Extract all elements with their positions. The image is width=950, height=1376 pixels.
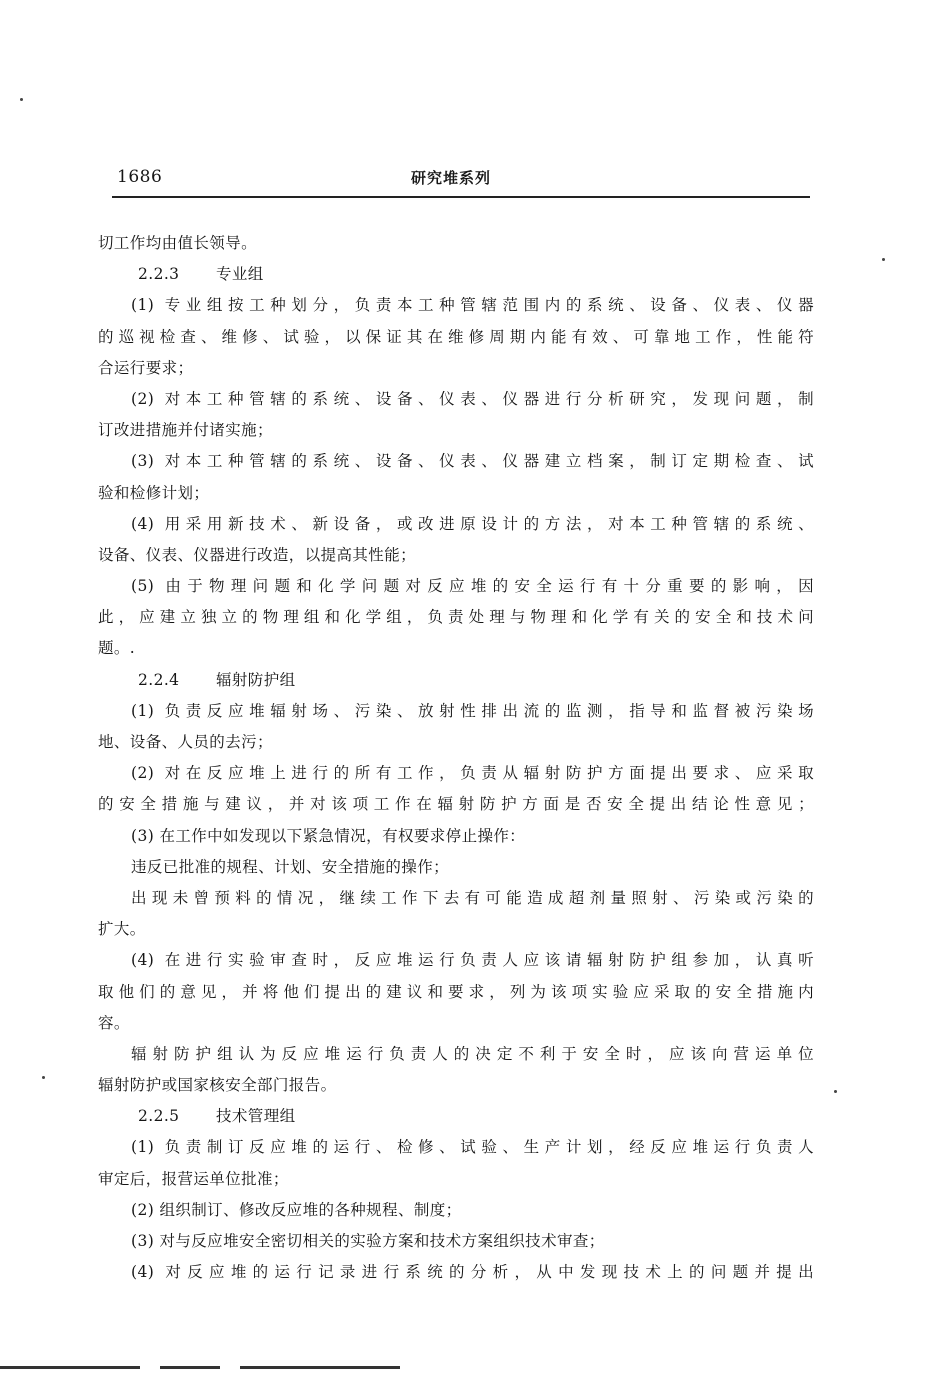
- page-header: [117, 167, 811, 189]
- text-line: 辐射防护组认为反应堆运行负责人的决定不利于安全时，应该向营运单位: [131, 1044, 814, 1063]
- scan-edge-mark: [240, 1366, 400, 1369]
- text-line: (2) 组织制订、修改反应堆的各种规程、制度；: [131, 1200, 462, 1219]
- text-line: 切工作均由值长领导。: [98, 234, 258, 252]
- text-line: (5) 由于物理问题和化学问题对反应堆的安全运行有十分重要的影响，因: [131, 577, 814, 596]
- running-title: 研究堆系列: [411, 169, 492, 187]
- scan-speck: [834, 1090, 837, 1093]
- text-line: (3) 对与反应堆安全密切相关的实验方案和技术方案组织技术审查；: [131, 1232, 605, 1250]
- text-line: 的安全措施与建议，并对该项工作在辐射防护方面是否安全提出结论性意见；: [98, 795, 814, 814]
- text-line: 合运行要求；: [98, 358, 194, 377]
- text-line: (4) 对反应堆的运行记录进行系统的分析，从中发现技术上的问题并提出: [131, 1263, 814, 1282]
- section-heading-2-2-5: [98, 1101, 814, 1132]
- header-rule: [112, 196, 810, 198]
- section-number: 2.2.5: [138, 1107, 180, 1126]
- text-line: 出现未曾预料的情况，继续工作下去有可能造成超剂量照射、污染或污染的: [131, 888, 814, 907]
- text-line: 订改进措施并付诸实施；: [98, 421, 273, 440]
- text-line: 设备、仪表、仪器进行改造，以提高其性能；: [98, 545, 417, 564]
- text-line: 此，应建立独立的物理组和化学组，负责处理与物理和化学有关的安全和技术问: [98, 608, 814, 627]
- section-heading-2-2-4: [98, 665, 814, 696]
- section-title: 专业组: [216, 265, 264, 284]
- page-body: [98, 228, 814, 1288]
- section-number: 2.2.3: [138, 265, 180, 284]
- text-line: (2) 对本工种管辖的系统、设备、仪表、仪器进行分析研究，发现问题，制: [131, 389, 814, 408]
- scan-speck: [882, 258, 885, 261]
- text-line: 容。: [98, 1013, 130, 1032]
- text-line: 审定后，报营运单位批准；: [98, 1169, 289, 1188]
- text-line: 题。.: [98, 639, 136, 658]
- section-number: 2.2.4: [138, 670, 180, 689]
- text-line: (3) 在工作中如发现以下紧急情况，有权要求停止操作：: [131, 826, 526, 845]
- text-line: 辐射防护或国家核安全部门报告。: [98, 1076, 337, 1095]
- text-line: 地、设备、人员的去污；: [98, 733, 273, 751]
- text-line: 验和检修计划；: [98, 483, 210, 502]
- text-line: 扩大。: [98, 920, 146, 939]
- text-line: 取他们的意见，并将他们提出的建议和要求，列为该项实验应采取的安全措施内: [98, 982, 814, 1001]
- text-line: (1) 负责反应堆辐射场、污染、放射性排出流的监测，指导和监督被污染场: [131, 701, 814, 720]
- text-line: (2) 对在反应堆上进行的所有工作，负责从辐射防护方面提出要求、应采取: [131, 764, 814, 783]
- section-title: 技术管理组: [216, 1107, 296, 1126]
- page-number: 1686: [117, 167, 163, 187]
- scan-speck: [42, 1076, 45, 1079]
- section-title: 辐射防护组: [216, 670, 296, 689]
- text-line: (1) 负责制订反应堆的运行、检修、试验、生产计划，经反应堆运行负责人: [131, 1138, 814, 1157]
- text-line: 违反已批准的规程、计划、安全措施的操作；: [131, 857, 450, 876]
- text-line: (3) 对本工种管辖的系统、设备、仪表、仪器建立档案，制订定期检查、试: [131, 452, 814, 471]
- scan-edge-mark: [0, 1366, 140, 1369]
- text-line: (4) 在进行实验审查时，反应堆运行负责人应该请辐射防护组参加，认真听: [131, 951, 814, 970]
- scan-speck: [20, 98, 23, 101]
- text-line: 的巡视检查、维修、试验，以保证其在维修周期内能有效、可靠地工作，性能符: [98, 327, 814, 346]
- section-heading-2-2-3: [98, 259, 814, 290]
- text-line: (4) 用采用新技术、新设备，或改进原设计的方法，对本工种管辖的系统、: [131, 514, 814, 533]
- scan-edge-mark: [160, 1366, 220, 1369]
- text-line: (1) 专业组按工种划分，负责本工种管辖范围内的系统、设备、仪表、仪器: [131, 296, 814, 315]
